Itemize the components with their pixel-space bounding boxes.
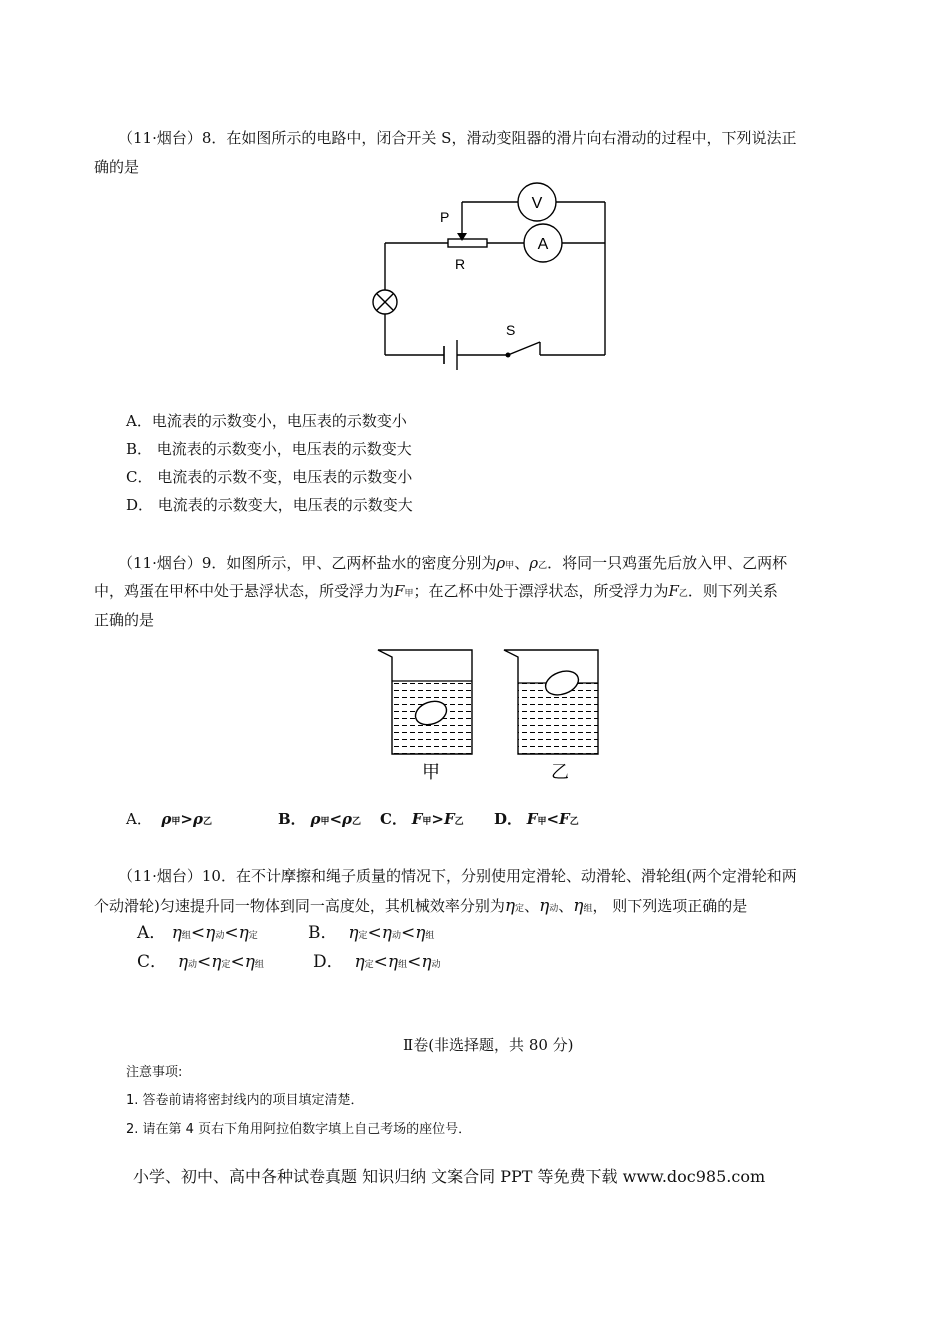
q8-option-c: C． 电流表的示数不变，电压表的示数变小 [126,468,413,486]
notice-heading: 注意事项: [126,1065,183,1080]
q9-stem-line2: 中，鸡蛋在甲杯中处于悬浮状态，所受浮力为F甲；在乙杯中处于漂浮状态，所受浮力为F乙．则下列关系 [94,582,778,600]
q9-stem-line3: 正确的是 [94,611,155,629]
label-p: P [440,209,450,225]
q8-option-a: A．电流表的示数变小，电压表的示数变小 [126,412,407,430]
q10-option-c: C． η动<η定<η组 [137,952,264,972]
beaker-left [378,650,472,754]
q10-option-a: A． η组<η动<η定 [137,923,258,943]
q10-option-d: D． η定<η组<η动 [313,952,441,972]
q8-stem-line2: 确的是 [94,158,140,176]
rheostat [448,239,487,247]
q10-option-b: B． η定<η动<η组 [308,923,435,943]
beakers-diagram [370,645,620,785]
notice-item-1: 1. 答卷前请将密封线内的项目填定清楚． [126,1093,364,1108]
label-v: V [531,195,543,212]
circuit-diagram [360,180,620,380]
lamp-icon [373,290,397,314]
q8-stem-line1: （11·烟台）8．在如图所示的电路中，闭合开关 S，滑动变阻器的滑片向右滑动的过程中，下列说法正 [118,129,797,147]
label-a: A [537,236,549,253]
q9-option-a: A． ρ甲>ρ乙 [126,810,212,828]
label-r: R [455,256,466,272]
section-title: Ⅱ卷(非选择题，共 80 分) [403,1036,574,1054]
q8-option-d: D． 电流表的示数变大，电压表的示数变大 [126,496,413,514]
q8-option-b: B． 电流表的示数变小，电压表的示数变大 [126,440,412,458]
q10-stem-line2: 个动滑轮)匀速提升同一物体到同一高度处，其机械效率分别为η定、η动、η组， 则下列选项正确的是 [94,896,748,916]
footer-text: 小学、初中、高中各种试卷真题 知识归纳 文案合同 PPT 等免费下载 www.doc985.com [133,1167,766,1186]
label-s: S [506,322,516,338]
q9-option-d: D． F甲<F乙 [494,810,579,828]
notice-item-2: 2. 请在第 4 页右下角用阿拉伯数字填上自己考场的座位号． [126,1122,472,1137]
cup-label-jia: 甲 [422,762,440,783]
beaker-right [504,650,598,754]
q9-option-b: B． ρ甲<ρ乙 [278,810,362,828]
q9-option-c: C． F甲>F乙 [380,810,464,828]
q10-stem-line1: （11·烟台）10．在不计摩擦和绳子质量的情况下，分别使用定滑轮、动滑轮、滑轮组(两个定滑轮和两 [118,867,797,885]
switch-icon [506,353,511,358]
battery-icon [444,340,457,370]
cup-label-yi: 乙 [551,762,569,783]
q9-stem-line1: （11·烟台）9．如图所示，甲、乙两杯盐水的密度分别为ρ甲、ρ乙．将同一只鸡蛋先后放入甲、乙两杯 [118,554,788,572]
